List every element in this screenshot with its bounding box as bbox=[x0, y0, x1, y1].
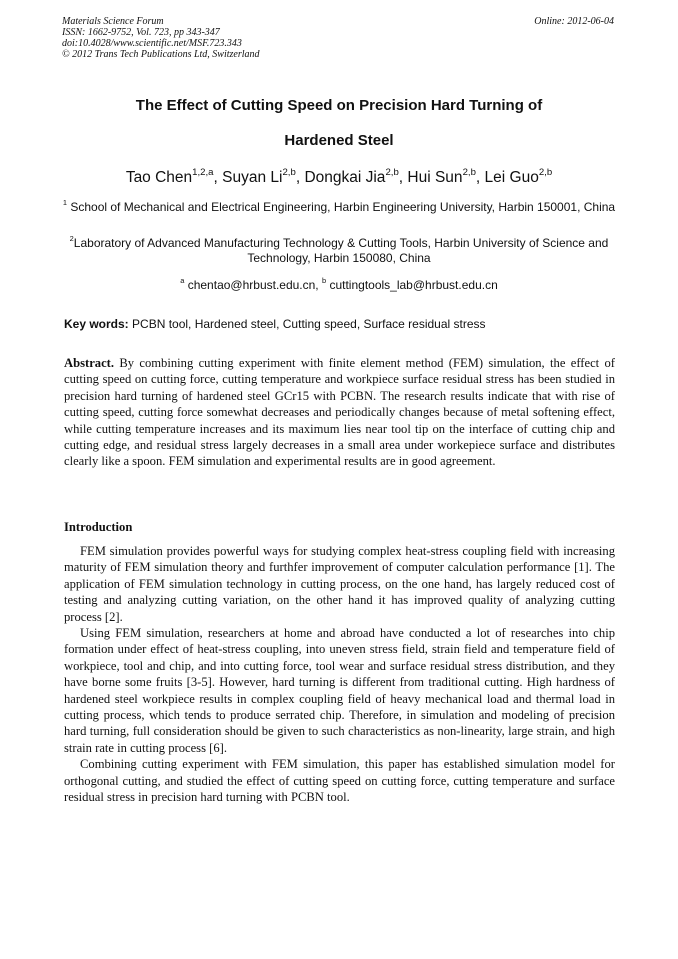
author-separator: , bbox=[475, 169, 485, 186]
author bbox=[125, 166, 223, 186]
affiliation-2-mark: 2 bbox=[69, 234, 74, 244]
online-date: Online: 2012-06-04 bbox=[534, 16, 614, 27]
author-list bbox=[62, 166, 616, 190]
author-affiliation-mark: 1,2,a bbox=[192, 166, 214, 178]
author-separator: , bbox=[295, 169, 305, 186]
author-name: Suyan Li bbox=[222, 169, 283, 186]
author bbox=[222, 166, 305, 186]
doi-line: doi:10.4028/www.scientific.net/MSF.723.343 bbox=[62, 38, 242, 49]
author bbox=[484, 166, 553, 186]
affiliation-1-text: School of Mechanical and Electrical Engineering, Harbin Engineering University, Harbin 150001, China bbox=[67, 200, 616, 214]
title-line-1: The Effect of Cutting Speed on Precision Hard Turning of bbox=[135, 97, 543, 114]
author bbox=[407, 166, 485, 186]
introduction-paragraph-3: Combining cutting experiment with FEM simulation, this paper has established simulation model for orthogonal cutting, and studied the effect of cutting speed on cutting force, cutting temperature and surface residual stress in precision hard turning with PCBN tool. bbox=[64, 757, 615, 805]
author-separator: , bbox=[213, 169, 223, 186]
author-affiliation-mark: 2,b bbox=[385, 166, 399, 178]
author bbox=[304, 166, 408, 186]
introduction-body bbox=[64, 543, 615, 806]
copyright-line: © 2012 Trans Tech Publications Ltd, Switzerland bbox=[62, 49, 260, 60]
abstract bbox=[64, 355, 615, 470]
email-mark-b: b bbox=[321, 276, 327, 286]
author-affiliation-mark: 2,b bbox=[538, 166, 553, 178]
keywords-text: PCBN tool, Hardened steel, Cutting speed, Surface residual stress bbox=[128, 317, 486, 331]
title-line-2: Hardened Steel bbox=[284, 132, 394, 149]
introduction-paragraph-2: Using FEM simulation, researchers at home and abroad have conducted a lot of researches into chip formation under effect of heat-stress coupling, into uneven stress field, strain field and temperature field of workpiece, tool and chip, and into cutting force, tool wear and surface residual stress distribution, and they have borne some fruits [3-5]. However, hard turning is different from traditional cutting. High hardness of hardened steel workpiece results in complex coupling field of heavy mechanical load and thermal load in cutting process, which tends to produce serrated chip. Therefore, in simulation and modeling of precision hard turning, full consideration should be given to such characteristics as non-linearity, large strain, and high strain rate in cutting process [6]. bbox=[64, 626, 615, 755]
paper-title bbox=[62, 88, 616, 158]
journal-name: Materials Science Forum bbox=[62, 16, 164, 27]
author-separator: , bbox=[398, 169, 408, 186]
introduction-paragraph-1: FEM simulation provides powerful ways for studying complex heat-stress coupling field with increasing maturity of FEM simulation theory and furthfer improvement of computer calculation performance [1]. The application of FEM simulation technology in cutting process, on the one hand, has largely reduced cost of testing and analyzing cutting variation, on the other hand it has improved quality of analyzing cutting process [2]. bbox=[64, 544, 615, 624]
affiliation-2-text: Laboratory of Advanced Manufacturing Technology & Cutting Tools, Harbin University of Science and Technology, Harbin 150080, China bbox=[73, 236, 609, 265]
author-name: Dongkai Jia bbox=[304, 169, 386, 186]
keywords bbox=[64, 317, 616, 331]
issn-line: ISSN: 1662-9752, Vol. 723, pp 343-347 bbox=[62, 27, 220, 38]
affiliation-1-mark: 1 bbox=[62, 198, 68, 208]
keywords-label: Key words: bbox=[64, 317, 129, 331]
affiliation-2 bbox=[62, 236, 616, 265]
author-name: Hui Sun bbox=[407, 169, 463, 186]
author-affiliation-mark: 2,b bbox=[282, 166, 296, 178]
author-name: Lei Guo bbox=[484, 169, 539, 186]
abstract-label: Abstract. bbox=[64, 356, 115, 370]
author-affiliation-mark: 2,b bbox=[462, 166, 476, 178]
introduction-heading: Introduction bbox=[64, 520, 133, 534]
affiliation-1 bbox=[62, 200, 616, 215]
author-emails bbox=[62, 278, 616, 292]
email-a: chentao@hrbust.edu.cn, bbox=[184, 278, 322, 292]
email-b: cuttingtools_lab@hrbust.edu.cn bbox=[326, 278, 498, 292]
abstract-text: By combining cutting experiment with finite element method (FEM) simulation, the effect of cutting speed on cutting force, cutting temperature and workpiece surface residual stress has been studied in precision hard turning of hardened steel GCr15 with PCBN. The research results indicate that with rise of cutting speed, cutting force somewhat decreases and periodically changes because of metal softening effect, while cutting temperature increases and its maximum lies near tool tip on the interface of cutting chip and cutting edge, and residual stress largely decreases in a small area under workepiece surface and distributes clearly like a spoon. FEM simulation and experimental results are in good agreement. bbox=[64, 356, 615, 469]
email-mark-a: a bbox=[180, 276, 185, 286]
author-name: Tao Chen bbox=[125, 169, 193, 186]
journal-header bbox=[62, 16, 260, 60]
